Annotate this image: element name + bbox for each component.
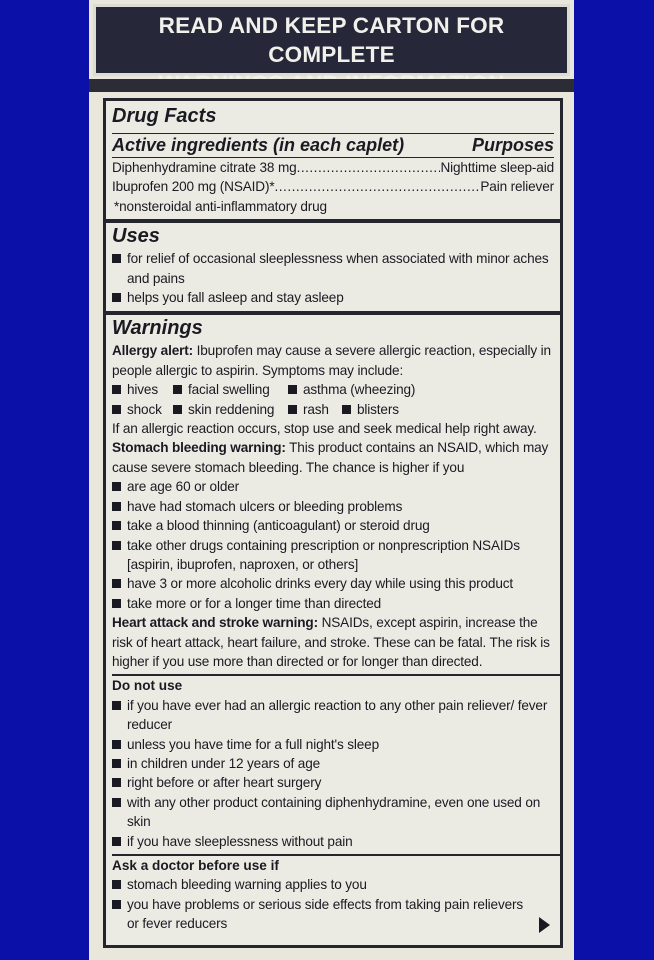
do-not-use-item: unless you have time for a full night's sleep (127, 736, 380, 752)
active-ingredients-heading: Active ingredients (in each caplet) (112, 135, 405, 155)
heart-warning-text: NSAIDs, except aspirin, increase the risk of heart attack, heart failure, and stroke. These can be fatal. The risk is higher if you use more than directed or for longer than directed. (112, 615, 550, 669)
ingredient-footnote: *nonsteroidal anti-inflammatory drug (114, 198, 327, 214)
list-item (112, 536, 554, 575)
bullet-square-icon (112, 740, 121, 749)
symptom: asthma (wheezing) (303, 382, 416, 398)
bullet-square-icon (112, 254, 121, 263)
symptom: rash (303, 401, 329, 417)
bullet-square-icon (288, 385, 297, 394)
bullet-square-icon (112, 385, 121, 394)
bullet-square-icon (288, 405, 297, 414)
bullet-square-icon (112, 521, 121, 530)
warnings-heading: Warnings (112, 317, 203, 340)
bullet-square-icon (173, 385, 182, 394)
list-item (112, 477, 554, 496)
bullet-square-icon (112, 798, 121, 807)
ingredient-name: Ibuprofen 200 mg (NSAID)* (112, 179, 275, 195)
list-item (112, 497, 554, 516)
symptom: blisters (357, 401, 399, 417)
list-item (112, 793, 554, 832)
stomach-item: are age 60 or older (127, 479, 240, 495)
list-item (112, 288, 554, 307)
do-not-use-item: in children under 12 years of age (127, 755, 321, 771)
carton-banner (93, 4, 570, 76)
bullet-square-icon (112, 502, 121, 511)
allergy-alert (112, 341, 554, 380)
bullet-square-icon (112, 759, 121, 768)
allergy-alert-text: Ibuprofen may cause a severe allergic reaction, especially in people allergic to aspirin. Symptoms may include: (112, 343, 551, 378)
uses-heading: Uses (112, 225, 160, 248)
heart-stroke-warning (112, 613, 554, 671)
bullet-square-icon (112, 482, 121, 491)
symptom: shock (127, 401, 162, 417)
ask-doctor-item: stomach bleeding warning applies to you (127, 877, 367, 893)
banner-divider (89, 79, 574, 92)
list-item (112, 735, 554, 754)
stomach-item: have 3 or more alcoholic drinks every day while using this product (127, 576, 514, 592)
allergy-alert-label: Allergy alert: (112, 343, 194, 359)
stomach-item: take more or for a longer time than directed (127, 595, 382, 611)
bullet-square-icon (112, 900, 121, 909)
uses-item: helps you fall asleep and stay asleep (127, 290, 344, 306)
list-item (112, 773, 554, 792)
do-not-use-item: with any other product containing diphenhydramine, even one used on skin (127, 794, 541, 830)
bullet-square-icon (112, 701, 121, 710)
ingredient-name: Diphenhydramine citrate 38 mg (112, 160, 297, 175)
bullet-square-icon (112, 778, 121, 787)
list-item (112, 895, 554, 934)
list-item (112, 574, 554, 593)
do-not-use-item: right before or after heart surgery (127, 775, 322, 791)
do-not-use-item: if you have sleeplessness without pain (127, 833, 353, 849)
bullet-square-icon (112, 837, 121, 846)
bullet-square-icon (112, 579, 121, 588)
list-item (112, 594, 554, 613)
symptom: facial swelling (188, 382, 270, 398)
bullet-square-icon (342, 405, 351, 414)
bullet-square-icon (112, 293, 121, 302)
do-not-use-heading: Do not use (112, 678, 183, 694)
ingredient-row (112, 158, 554, 177)
symptoms-row (112, 380, 554, 399)
symptom: skin reddening (188, 401, 275, 417)
do-not-use-item: if you have ever had an allergic reaction to any other pain reliever/ fever reducer (127, 697, 548, 733)
ingredient-row (112, 177, 554, 196)
drug-facts-panel (103, 98, 563, 948)
stomach-warning-label: Stomach bleeding warning: (112, 440, 286, 456)
list-item (112, 696, 554, 735)
symptom: hives (127, 382, 158, 398)
uses-item: for relief of occasional sleeplessness when associated with minor aches and pains (127, 251, 549, 286)
bullet-square-icon (112, 541, 121, 550)
symptoms-row (112, 400, 554, 419)
ask-doctor-heading: Ask a doctor before use if (112, 858, 279, 873)
purposes-heading: Purposes (471, 135, 554, 155)
heart-warning-label: Heart attack and stroke warning: (112, 615, 318, 631)
bullet-square-icon (112, 880, 121, 889)
ingredient-purpose: Nighttime sleep-aid (440, 160, 554, 175)
ingredient-purpose: Pain reliever (480, 179, 554, 195)
allergy-action: If an allergic reaction occurs, stop use and seek medical help right away. (112, 421, 537, 437)
stomach-item: take other drugs containing prescription or nonprescription NSAIDs [aspirin, ibuprofen, naproxen, or others] (127, 537, 520, 572)
stomach-warning-text: This product contains an NSAID, which may cause severe stomach bleeding. The chance is higher if you (112, 440, 549, 475)
list-item (112, 875, 554, 894)
active-ingredients-header (112, 134, 554, 157)
bullet-square-icon (173, 405, 182, 414)
leader-dots (274, 177, 480, 196)
bullet-square-icon (112, 599, 121, 608)
bullet-square-icon (112, 405, 121, 414)
list-item (112, 249, 554, 288)
stomach-item: take a blood thinning (anticoagulant) or steroid drug (127, 518, 430, 534)
stomach-bleeding-warning (112, 438, 554, 477)
ask-doctor-item: you have problems or serious side effects from taking pain relievers or fever reducers (127, 896, 524, 932)
drug-facts-title: Drug Facts (112, 105, 217, 127)
list-item (112, 832, 554, 851)
list-item (112, 516, 554, 535)
continue-arrow-icon (539, 917, 550, 933)
stomach-item: have had stomach ulcers or bleeding problems (127, 498, 403, 514)
leader-dots (297, 158, 441, 177)
banner-line-1: READ AND KEEP CARTON FOR COMPLETE (158, 13, 505, 67)
list-item (112, 754, 554, 773)
